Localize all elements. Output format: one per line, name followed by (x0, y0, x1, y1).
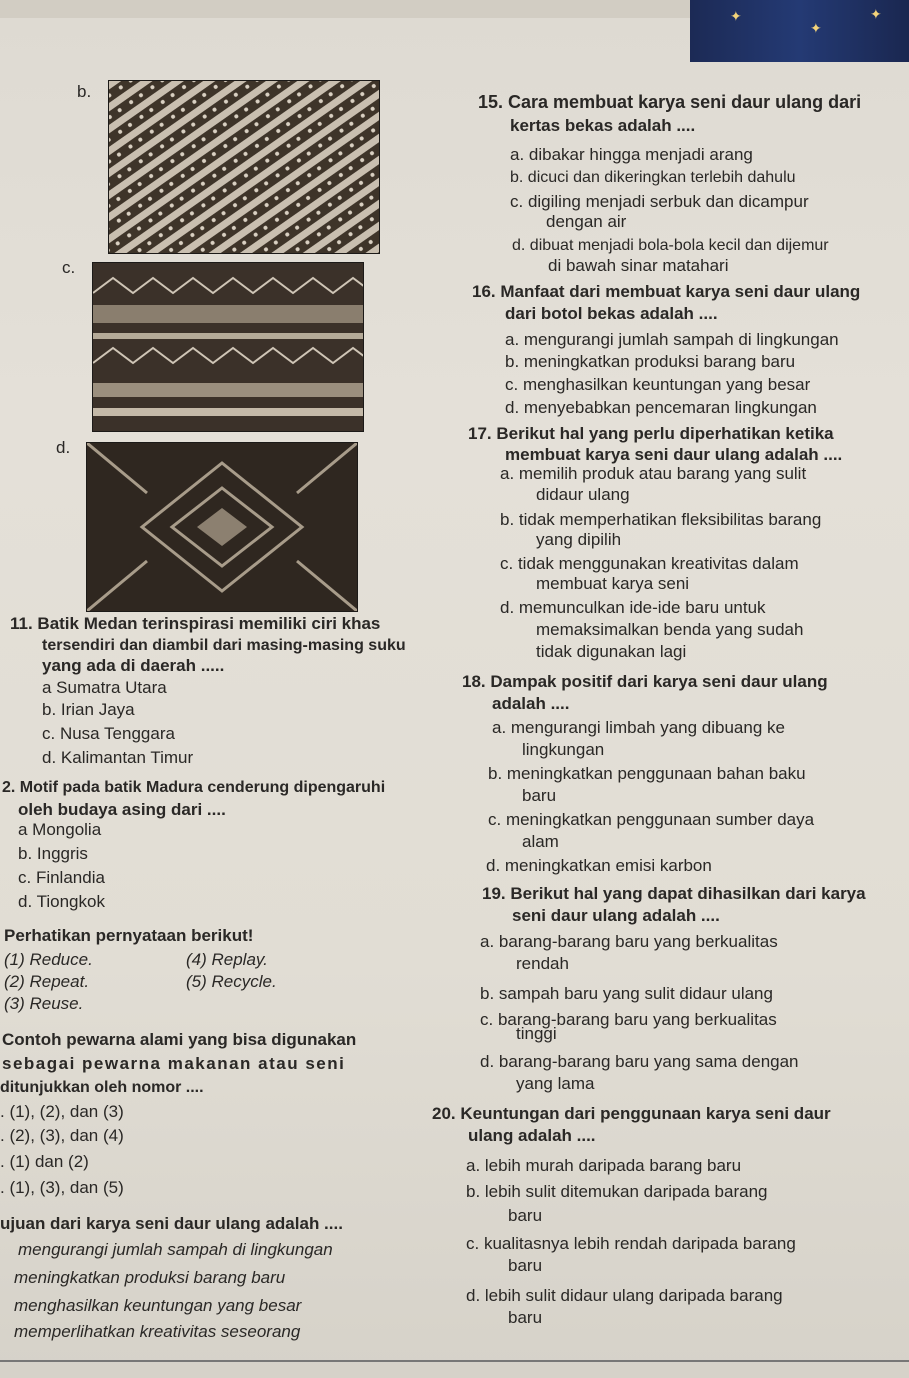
q18-option-a-line2: lingkungan (522, 740, 605, 759)
q15-option-d-line1: d. dibuat menjadi bola-bola kecil dan dijemur (512, 237, 829, 254)
q20-option-b-line2: baru (508, 1206, 543, 1225)
q13-statement-5: (5) Recycle. (186, 972, 277, 991)
q12-option-c: c. Finlandia (18, 868, 105, 887)
image-d-label: d. (56, 438, 71, 457)
q20-option-c-line1: c. kualitasnya lebih rendah daripada barang (466, 1234, 796, 1253)
q17-option-b-line1: b. tidak memperhatikan fleksibilitas barang (500, 510, 822, 529)
q17-option-d-line1: d. memunculkan ide-ide baru untuk (500, 598, 766, 617)
q11-stem-line3: yang ada di daerah ..... (42, 656, 225, 675)
q14-option-d: memperlihatkan kreativitas seseorang (14, 1322, 301, 1341)
q14-option-a: mengurangi jumlah sampah di lingkungan (18, 1240, 333, 1259)
q16-option-c: c. menghasilkan keuntungan yang besar (505, 375, 811, 394)
q18-stem-line1: 18. Dampak positif dari karya seni daur ulang (462, 672, 828, 691)
q15-option-c-line1: c. digiling menjadi serbuk dan dicampur (510, 192, 809, 211)
q15-stem-line1: 15. Cara membuat karya seni daur ulang dari (478, 92, 862, 112)
image-c-label: c. (62, 258, 76, 277)
q15-stem-line2: kertas bekas adalah .... (510, 116, 696, 135)
decorative-strip: ✦ ✦ ✦ (690, 0, 909, 62)
q18-option-b-line1: b. meningkatkan penggunaan bahan baku (488, 764, 806, 783)
q13-stem-line2: sebagai pewarna makanan atau seni (2, 1054, 346, 1073)
q17-option-c-line1: c. tidak menggunakan kreativitas dalam (500, 554, 799, 573)
bottom-divider (0, 1360, 909, 1362)
batik-image-d (86, 442, 358, 612)
q12-option-a: a Mongolia (18, 820, 102, 839)
q11-option-d: d. Kalimantan Timur (42, 748, 194, 767)
q19-option-d-line1: d. barang-barang baru yang sama dengan (480, 1052, 799, 1071)
image-b-label: b. (77, 82, 92, 101)
q11-option-a: a Sumatra Utara (42, 678, 167, 697)
q17-option-a-line2: didaur ulang (536, 485, 630, 504)
q18-option-c-line2: alam (522, 832, 559, 851)
q14-stem: ujuan dari karya seni daur ulang adalah .... (0, 1214, 343, 1233)
q16-stem-line2: dari botol bekas adalah .... (505, 304, 718, 323)
q13-statement-4: (4) Replay. (186, 950, 268, 969)
q17-option-d-line3: tidak digunakan lagi (536, 642, 687, 661)
q17-option-b-line2: yang dipilih (536, 530, 622, 549)
q17-stem-line2: membuat karya seni daur ulang adalah .... (505, 445, 843, 464)
q17-option-c-line2: membuat karya seni (536, 574, 690, 593)
q16-stem-line1: 16. Manfaat dari membuat karya seni daur ulang (472, 282, 861, 301)
q17-stem-line1: 17. Berikut hal yang perlu diperhatikan ketika (468, 424, 834, 443)
q16-option-d: d. menyebabkan pencemaran lingkungan (505, 398, 817, 417)
q18-option-d: d. meningkatkan emisi karbon (486, 856, 712, 875)
q18-stem-line2: adalah .... (492, 694, 570, 713)
q19-option-c-line2: tinggi (516, 1024, 557, 1043)
q13-stem-line1: Contoh pewarna alami yang bisa digunakan (2, 1030, 357, 1049)
q13-option-b: . (2), (3), dan (4) (0, 1126, 124, 1145)
q19-stem-line2: seni daur ulang adalah .... (512, 906, 720, 925)
q20-option-d-line2: baru (508, 1308, 543, 1327)
q18-option-c-line1: c. meningkatkan penggunaan sumber daya (488, 810, 815, 829)
q11-option-c: c. Nusa Tenggara (42, 724, 175, 743)
q13-stem-line3: ditunjukkan oleh nomor .... (0, 1079, 204, 1096)
batik-image-b (108, 80, 380, 254)
q14-option-c: menghasilkan keuntungan yang besar (14, 1296, 302, 1315)
q20-stem-line1: 20. Keuntungan dari penggunaan karya seni daur (432, 1104, 831, 1123)
q18-option-a-line1: a. mengurangi limbah yang dibuang ke (492, 718, 785, 737)
batik-image-c (92, 262, 364, 432)
q19-option-a-line2: rendah (516, 954, 569, 973)
q13-statement-1: (1) Reduce. (4, 950, 93, 969)
q20-option-a: a. lebih murah daripada barang baru (466, 1156, 742, 1175)
q13-option-d: . (1), (3), dan (5) (0, 1178, 124, 1197)
q15-option-d-line2: di bawah sinar matahari (548, 256, 729, 275)
q14-option-b: meningkatkan produksi barang baru (14, 1268, 286, 1287)
q12-stem-line1: 2. Motif pada batik Madura cenderung dipengaruhi (2, 779, 386, 796)
q20-option-c-line2: baru (508, 1256, 543, 1275)
q20-option-d-line1: d. lebih sulit didaur ulang daripada barang (466, 1286, 783, 1305)
q16-option-b: b. meningkatkan produksi barang baru (505, 352, 796, 371)
q13-option-a: . (1), (2), dan (3) (0, 1102, 124, 1121)
q19-option-d-line2: yang lama (516, 1074, 595, 1093)
q12-stem-line2: oleh budaya asing dari .... (18, 800, 226, 819)
q19-option-a-line1: a. barang-barang baru yang berkualitas (480, 932, 778, 951)
q11-stem-line2: tersendiri dan diambil dari masing-masing suku (42, 637, 406, 654)
q13-statement-3: (3) Reuse. (4, 994, 84, 1013)
q15-option-c-line2: dengan air (546, 212, 627, 231)
q12-option-d: d. Tiongkok (18, 892, 105, 911)
q19-stem-line1: 19. Berikut hal yang dapat dihasilkan dari karya (482, 884, 866, 903)
q16-option-a: a. mengurangi jumlah sampah di lingkungan (505, 330, 839, 349)
q15-option-b: b. dicuci dan dikeringkan terlebih dahulu (510, 169, 796, 186)
q19-option-b: b. sampah baru yang sulit didaur ulang (480, 984, 773, 1003)
q12-option-b: b. Inggris (18, 844, 88, 863)
q13-statement-2: (2) Repeat. (4, 972, 90, 991)
q15-option-a: a. dibakar hingga menjadi arang (510, 145, 753, 164)
q13-option-c: . (1) dan (2) (0, 1152, 89, 1171)
top-margin (0, 0, 690, 18)
q17-option-a-line1: a. memilih produk atau barang yang sulit (500, 464, 807, 483)
q11-option-b: b. Irian Jaya (42, 700, 135, 719)
q11-stem-line1: 11. Batik Medan terinspirasi memiliki ciri khas (10, 614, 381, 633)
q20-stem-line2: ulang adalah .... (468, 1126, 596, 1145)
q19-option-c-line1: c. barang-barang baru yang berkualitas (480, 1010, 777, 1029)
q17-option-d-line2: memaksimalkan benda yang sudah (536, 620, 804, 639)
q13-intro: Perhatikan pernyataan berikut! (4, 926, 254, 945)
q18-option-b-line2: baru (522, 786, 557, 805)
q20-option-b-line1: b. lebih sulit ditemukan daripada barang (466, 1182, 768, 1201)
